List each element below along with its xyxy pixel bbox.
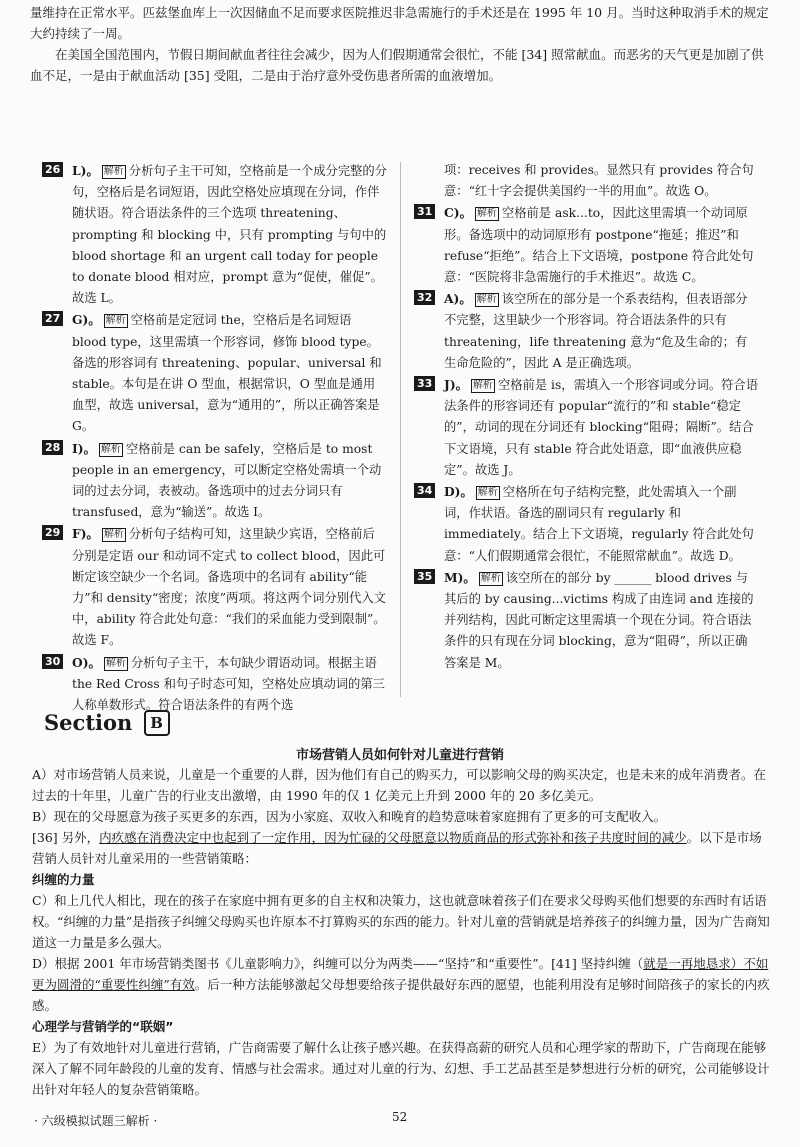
section-heading [44, 710, 170, 736]
paragraph-b-tail: 。以下是市场营销人员针对儿童采用的一些营销策略： [32, 830, 762, 866]
explanation: 项：receives 和 provides。显然只有 provides 符合句意：“红十字会提供美国约一半的用血”。故选 O。 [444, 163, 754, 199]
section-letter-badge: B [144, 710, 170, 736]
answer-item-27 [42, 309, 387, 437]
subheading-nagging: 纠缠的力量 [32, 872, 95, 887]
answer-item-26 [42, 160, 387, 309]
answer-item-32 [414, 288, 759, 374]
question-number: 26 [42, 162, 63, 177]
paragraph-a: A）对市场营销人员来说，儿童是一个重要的人群，因为他们有自己的购买力，可以影响父母的购买决定，也是未来的成年消费者。在过去的十年里，儿童广告的行业支出激增，由 1990 年的仅 1 亿美元上升到 2000 年的 20 多亿美元。 [32, 767, 767, 803]
paragraph-d-head: D）根据 2001 年市场营销类图书《儿童影响力》，纠缠可以分为两类——“坚持”和“重要性”。[41] 坚持纠缠（ [32, 956, 644, 971]
intro-text [30, 2, 775, 86]
answer-letter: A)。 [444, 291, 472, 307]
answer-letter: I)。 [72, 440, 96, 456]
paragraph-b-2 [32, 827, 774, 869]
answer-item-28 [42, 438, 387, 524]
answer-letter: O)。 [72, 654, 101, 670]
paragraph-d [32, 953, 774, 1016]
analysis-tag: 解析 [476, 208, 497, 220]
explanation: 空格前是 is，需填入一个形容词或分词。符合语法条件的形容词还有 popular“流行的”和 stable“稳定的”，动词的现在分词还有 blocking“阻碍；隔断”。结合下文语境，只有 stable 符合此处语意，即“血液供应稳定”。故选 J。 [444, 378, 759, 477]
underlined-answer-text: 内疚感在消费决定中也起到了一定作用，因为忙碌的父母愿意以物质商品的形式弥补和孩子共度时间的减少 [99, 830, 687, 845]
question-number: 30 [42, 654, 63, 669]
question-number: 35 [414, 569, 435, 584]
analysis-tag: 解析 [100, 443, 121, 455]
answer-item-35 [414, 567, 759, 674]
answers-right-column [414, 160, 759, 674]
intro-line-1: 量维持在正常水平。匹兹堡血库上一次因储血不足而要求医院推迟非急需施行的手术还是在 1995 年 10 月。当时这种取消手术的规定大约持续了一周。 [30, 5, 769, 41]
paragraph-b-1: B）现在的父母愿意为孩子买更多的东西，因为小家庭、双收入和晚育的趋势意味着家庭拥有了更多的可支配收入。 [32, 809, 667, 824]
explanation: 分析句子主干可知，空格前是一个成分完整的分句，空格后是名词短语，因此空格处应填现在分词，作伴随状语。符合语法条件的三个选项 threatening、prompting 和 blocking 中，只有 prompting 与句中的 blood shortage 和 an urgent call today for people to donate blood 相对应，prompt 意为“促使，催促”。故选 L。 [72, 164, 388, 306]
answer-item-29 [42, 523, 387, 651]
answer-letter: F)。 [72, 526, 99, 542]
analysis-tag: 解析 [103, 529, 124, 541]
subheading-psychology: 心理学与营销学的“联姻” [32, 1019, 174, 1034]
explanation: 分析句子结构可知，这里缺少宾语，空格前后分别是定语 our 和动词不定式 to collect blood，因此可断定该空缺少一个名词。备选项中的名词有 ability“能力”和 density“密度；浓度”两项。将这两个词分别代入文中，ability 符合此处句意：“我们的采血能力受到限制”。故选 F。 [72, 527, 386, 648]
paragraph-e: E）为了有效地针对儿童进行营销，广告商需要了解什么让孩子感兴趣。在获得高薪的研究人员和心理学家的帮助下，广告商现在能够深入了解不同年龄段的儿童的发育、情感与社会需求。通过对儿童的行为、幻想、手工艺品甚至是梦想进行分析的研究，公司能够设计出针对年轻人的复杂营销策略。 [32, 1040, 770, 1097]
intro-line-2: 在美国全国范围内，节假日期间献血者往往会减少，因为人们假期通常会很忙，不能 [34] 照常献血。而恶劣的天气更是加剧了供血不足，一是由于献血活动 [35] 受阻，二是由于治疗意外受伤患者所需的血液增加。 [30, 47, 764, 83]
analysis-tag: 解析 [472, 380, 493, 392]
analysis-tag: 解析 [480, 572, 501, 584]
question-number: 31 [414, 204, 435, 219]
explanation: 空格所在句子结构完整，此处需填入一个副词，作状语。备选的副词只有 regularly 和 immediately。结合上下文语境，regularly 符合此处句意：“人们假期通常会很忙，不能照常献血”。故选 D。 [444, 485, 754, 563]
answers-left-column [42, 160, 387, 716]
answer-letter: C)。 [444, 205, 472, 221]
answer-item-34 [414, 481, 759, 567]
paragraph-d-tail: 。后一种方法能够激起父母想要给孩子提供最好东西的愿望，也能利用没有足够时间陪孩子的家长的内疚感。 [32, 977, 770, 1013]
explanation: 空格前是 ask...to，因此这里需填一个动词原形。备选项中的动词原形有 postpone“拖延；推迟”和 refuse“拒绝”。结合上下文语境，postpone 符合此处句意：“医院将非急需施行的手术推迟”。故选 C。 [444, 206, 754, 285]
answer-letter: D)。 [444, 484, 473, 500]
answer-letter: J)。 [444, 377, 468, 393]
paragraph-c: C）和上几代人相比，现在的孩子在家庭中拥有更多的自主权和决策力，这也就意味着孩子们在要求父母购买他们想要的东西时有话语权。“纠缠的力量”是指孩子纠缠父母购买也许原本不打算购买的东西的能力。针对儿童的营销就是培养孩子的纠缠力量，因为广告商知道这一力量是多么强大。 [32, 893, 770, 950]
question-marker: [36] 另外， [32, 830, 100, 845]
answer-item-30-continued [414, 160, 759, 202]
analysis-tag: 解析 [476, 294, 497, 306]
question-number: 32 [414, 290, 435, 305]
article-body [32, 764, 774, 1100]
explanation: 空格前是定冠词 the，空格后是名词短语 blood type，这里需填一个形容词，修饰 blood type。备选的形容词有 threatening、popular、universal 和 stable。本句是在讲 O 型血，根据常识，O 型血是通用血型，故选 universal，意为“通用的”，所以正确答案是 G。 [72, 313, 382, 434]
question-number: 29 [42, 525, 63, 540]
question-number: 33 [414, 376, 435, 391]
explanation: 该空所在的部分是一个系表结构，但表语部分不完整，这里缺少一个形容词。符合语法条件的只有 threatening，life threatening 意为“危及生命的；有生命危险的”，因此 A 是正确选项。 [444, 292, 748, 370]
analysis-tag: 解析 [103, 166, 124, 177]
footer-title: · 六级模拟试题三解析 · [34, 1114, 158, 1128]
section-label: Section [44, 710, 133, 735]
question-number: 27 [42, 311, 63, 326]
answer-item-30 [42, 652, 387, 717]
question-number: 28 [42, 440, 63, 455]
article-title: 市场营销人员如何针对儿童进行营销 [295, 748, 504, 763]
underlined-answer-text: 就是一再地恳求）不如更为圆滑的“重要性纠缠”有效 [32, 956, 769, 992]
page-number: 52 [392, 1110, 408, 1124]
explanation: 该空所在的部分 by ______ blood drives 与其后的 by causing...victims 构成了由连词 and 连接的并列结构，因此可断定这里需填一个现在分词。符合语法条件的只有现在分词 blocking，意为“阻碍”，所以正确答案是 M。 [444, 570, 754, 670]
column-divider [400, 162, 401, 697]
question-number: 34 [414, 483, 435, 498]
answer-letter: G)。 [72, 312, 101, 328]
explanation: 空格前是 can be safely，空格后是 to most people in an emergency，可以断定空格处需填一个动词的过去分词，表被动。备选项中的过去分词只有 transfused，意为“输送”。故选 I。 [72, 441, 382, 520]
answer-letter: M)。 [444, 569, 476, 585]
analysis-tag: 解析 [477, 487, 498, 499]
answer-item-31 [414, 202, 759, 288]
analysis-tag: 解析 [105, 657, 126, 669]
answer-letter: L)。 [72, 163, 99, 178]
analysis-tag: 解析 [105, 315, 126, 327]
answer-item-33 [414, 374, 759, 481]
explanation: 分析句子主干，本句缺少谓语动词。根据主语 the Red Cross 和句子时态可知，空格处应填动词的第三人称单数形式。符合语法条件的有两个选 [72, 655, 385, 713]
